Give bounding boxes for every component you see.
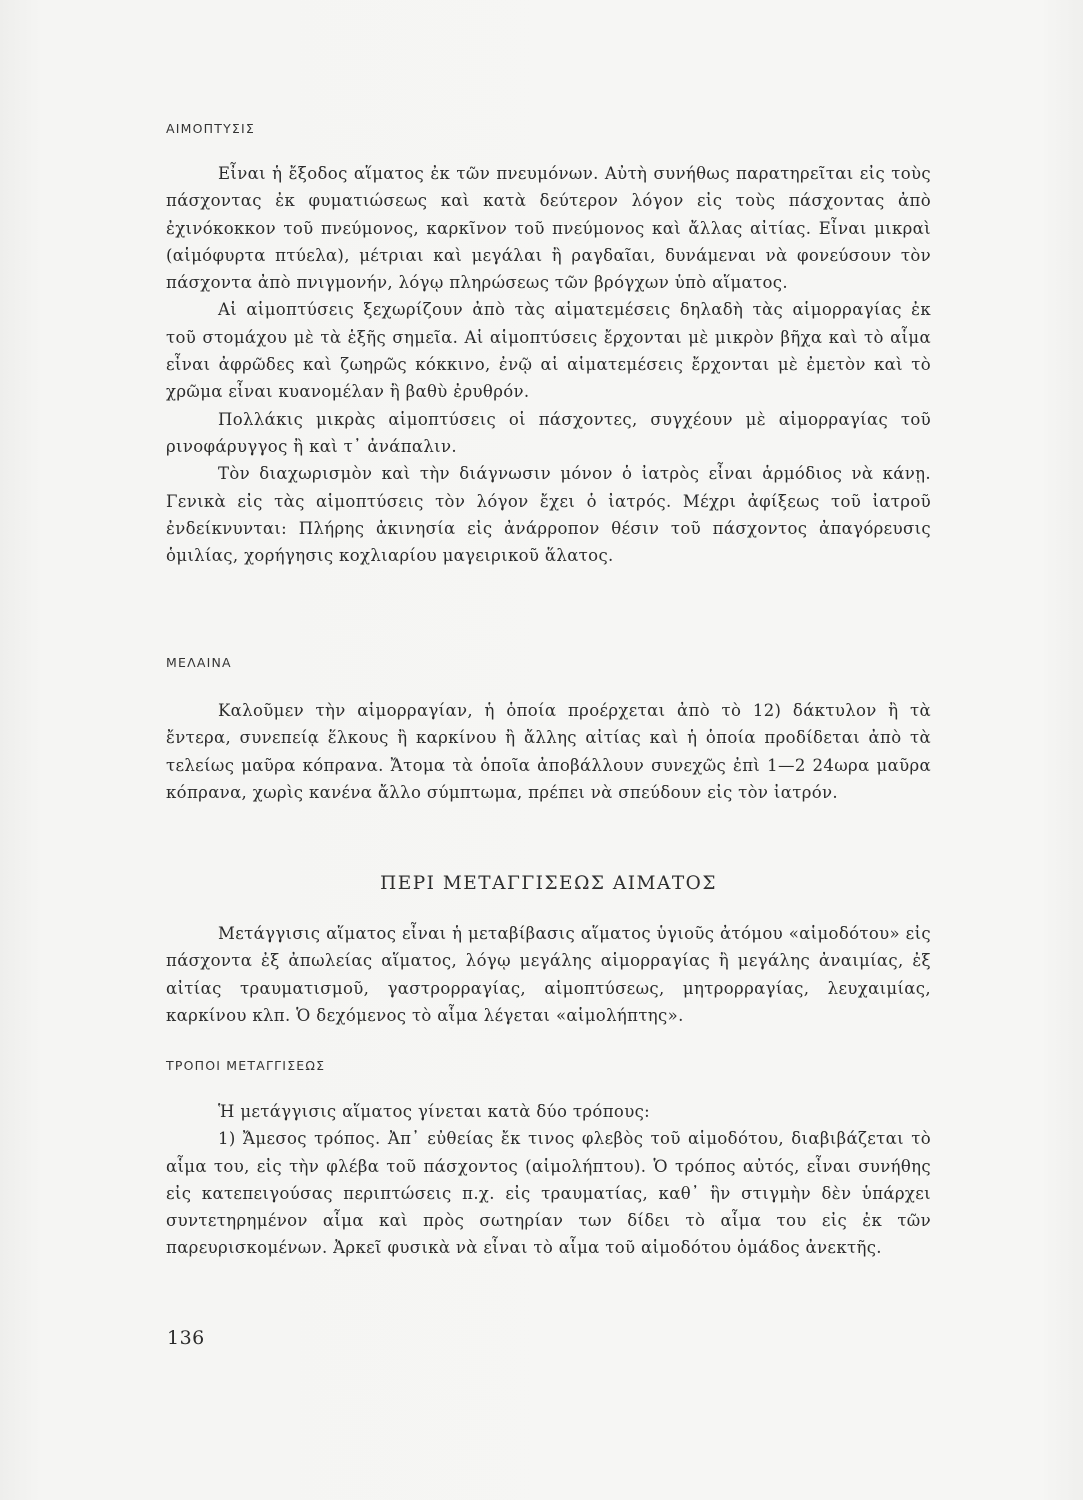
page-number: 136 (167, 1327, 205, 1349)
heading-methods: ΤΡΟΠΟΙ ΜΕΤΑΓΓΙΣΕΩΣ (166, 1058, 326, 1073)
paragraph: 1) Ἄμεσος τρόπος. Ἀπ᾽ εὐθείας ἔκ τινος φλεβὸς τοῦ αἱμοδότου, διαβιβάζεται τὸ αἷμα του, εἰς τὴν φλέβα τοῦ πάσχοντος (αἱμολήπτου). Ὁ τρόπος αὐτός, εἶναι συνήθης εἰς κατεπειγούσας περιπτώσεις π.χ. εἰς τραυματίας, καθ᾽ ἣν στιγμὴν δὲν ὑπάρχει συντετηρημένον αἷμα καὶ πρὸς σωτηρίαν των δίδει τὸ αἷμα του εἰς ἐκ τῶν παρευρισκομένων. Ἀρκεῖ φυσικὰ νὰ εἶναι τὸ αἷμα τοῦ αἱμοδότου ὁμάδος ἀνεκτῆς. (166, 1129, 931, 1258)
paragraph: Καλοῦμεν τὴν αἱμορραγίαν, ἡ ὁποία προέρχεται ἀπὸ τὸ 12) δάκτυλον ἢ τὰ ἔντερα, συνεπείᾳ ἕλκους ἢ καρκίνου ἢ ἄλλης αἰτίας καὶ ἡ ὁποία προδίδεται ἀπὸ τὰ τελείως μαῦρα κόπρανα. Ἄτομα τὰ ὁποῖα ἀποβάλλουν συνεχῶς ἐπὶ 1—2 24ωρα μαῦρα κόπρανα, χωρὶς κανένα ἄλλο σύμπτωμα, πρέπει νὰ σπεύδουν εἰς τὸν ἰατρόν. (166, 701, 931, 802)
section-transfusion (166, 920, 931, 1029)
heading-melaina: ΜΕΛΑΙΝΑ (166, 655, 232, 670)
paragraph: Εἶναι ἡ ἔξοδος αἵματος ἐκ τῶν πνευμόνων. Αὐτὴ συνήθως παρατηρεῖται εἰς τοὺς πάσχοντας ἐκ φυματιώσεως καὶ κατὰ δεύτερον λόγον εἰς τοὺς πάσχοντας ἀπὸ ἐχινόκοκκον τοῦ πνεύμονος, καρκῖνον τοῦ πνεύμονος καὶ ἄλλας αἰτίας. Εἶναι μικραὶ (αἱμόφυρτα πτύελα), μέτριαι καὶ μεγάλαι ἢ ραγδαῖαι, δυνάμεναι νὰ φονεύσουν τὸν πάσχοντα ἀπὸ πνιγμονήν, λόγῳ πληρώσεως τῶν βρόγχων ὑπὸ αἵματος. (166, 164, 931, 293)
section-haemoptysis (166, 160, 931, 569)
paragraph: Μετάγγισις αἵματος εἶναι ἡ μεταβίβασις αἵματος ὑγιοῦς ἀτόμου «αἱμοδότου» εἰς πάσχοντα ἐξ ἀπωλείας αἵματος, λόγῳ μεγάλης αἱμορραγίας ἢ μεγάλης ἀναιμίας, ἐξ αἰτίας τραυματισμοῦ, γαστρορραγίας, αἱμοπτύσεως, μητρορραγίας, λευχαιμίας, καρκίνου κλπ. Ὁ δεχόμενος τὸ αἷμα λέγεται «αἱμολήπτης». (166, 924, 931, 1025)
section-methods (166, 1098, 931, 1262)
paragraph: Πολλάκις μικρὰς αἱμοπτύσεις οἱ πάσχοντες, συγχέουν μὲ αἱμορραγίας τοῦ ρινοφάρυγγος ἢ καὶ τ᾽ ἀνάπαλιν. (166, 409, 931, 456)
paragraph: Ἡ μετάγγισις αἵματος γίνεται κατὰ δύο τρόπους: (218, 1102, 651, 1121)
heading-haemoptysis: ΑΙΜΟΠΤΥΣΙΣ (166, 121, 256, 136)
section-melaina (166, 697, 931, 806)
paragraph: Τὸν διαχωρισμὸν καὶ τὴν διάγνωσιν μόνον ὁ ἰατρὸς εἶναι ἁρμόδιος νὰ κάνῃ. Γενικὰ εἰς τὰς αἱμοπτύσεις τὸν λόγον ἔχει ὁ ἰατρός. Μέχρι ἀφίξεως τοῦ ἰατροῦ ἐνδείκνυνται: Πλήρης ἀκινησία εἰς ἀνάρροπον θέσιν τοῦ πάσχοντος ἀπαγόρευσις ὁμιλίας, χορήγησις κοχλιαρίου μαγειρικοῦ ἅλατος. (166, 464, 931, 566)
paragraph: Αἱ αἱμοπτύσεις ξεχωρίζουν ἀπὸ τὰς αἱματεμέσεις δηλαδὴ τὰς αἱμορραγίας ἐκ τοῦ στομάχου μὲ τὰ ἑξῆς σημεῖα. Αἱ αἱμοπτύσεις ἔρχονται μὲ μικρὸν βῆχα καὶ τὸ αἷμα εἶναι ἀφρῶδες καὶ ζωηρῶς κόκκινο, ἐνῷ αἱ αἱματεμέσεις ἔρχονται μὲ ἐμετὸν καὶ τὸ χρῶμα εἶναι κυανομέλαν ἢ βαθὺ ἐρυθρόν. (166, 300, 931, 402)
section-title-transfusion: ΠΕΡΙ ΜΕΤΑΓΓΙΣΕΩΣ ΑΙΜΑΤΟΣ (380, 873, 717, 894)
